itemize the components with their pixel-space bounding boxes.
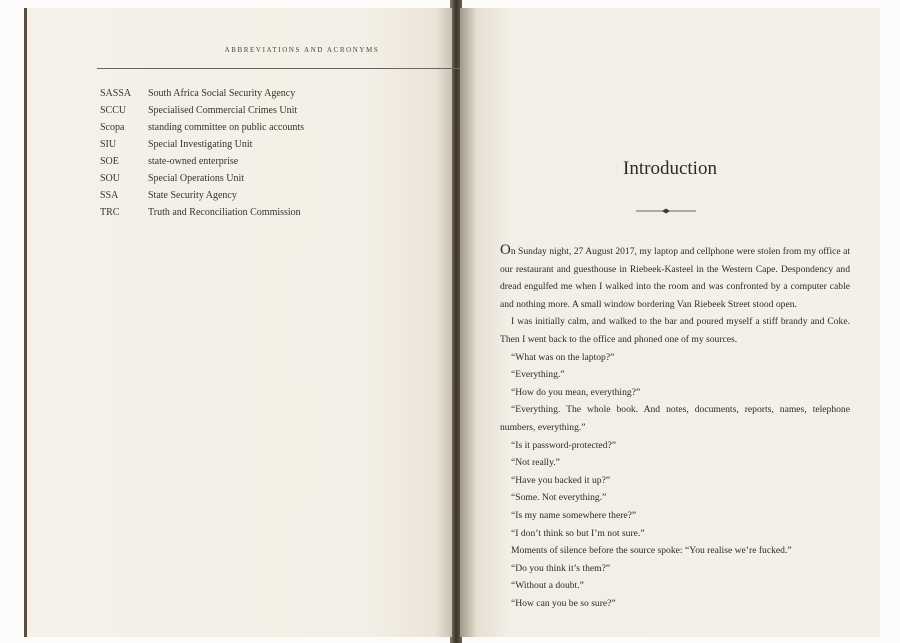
abbreviation-row [100,173,304,190]
abbreviation-definition: Special Operations Unit [148,173,245,184]
abbreviation-list [100,88,304,224]
paragraph: I was initially calm, and walked to the bar and poured myself a stiff brandy and Coke. Then I went back to the office and phoned one of my sources. [500,316,850,345]
dialogue-line: “Not really.” [511,457,560,469]
paragraph: Moments of silence before the source spoke: “You realise we’re fucked.” [511,545,792,557]
abbreviation-row [100,207,304,224]
abbreviation-code: TRC [100,207,120,218]
ornament-divider-icon [636,207,696,215]
left-page [24,8,452,637]
abbreviation-row [100,122,304,139]
dialogue-line: “Is my name somewhere there?” [511,509,637,521]
chapter-title: Introduction [623,158,717,179]
dialogue-line: “Everything.” [511,369,565,381]
dialogue-line: “Is it password-protected?” [511,439,616,451]
abbreviation-code: SIU [100,139,117,150]
abbreviation-definition: Specialised Commercial Crimes Unit [148,105,298,116]
abbreviation-row [100,105,304,122]
dialogue-line: “Without a doubt.” [511,580,584,592]
dialogue-line: “How do you mean, everything?” [511,386,641,398]
drop-cap: O [500,242,511,258]
abbreviation-definition: State Security Agency [148,190,237,201]
abbreviation-row [100,88,304,105]
dialogue-line: “Have you backed it up?” [511,474,611,486]
running-head: ABBREVIATIONS AND ACRONYMS [224,46,380,54]
abbreviation-definition: state-owned enterprise [148,156,239,167]
dialogue-line: “I don’t think so but I’m not sure.” [511,527,645,539]
abbreviation-row [100,139,304,156]
abbreviation-code: Scopa [100,122,125,133]
header-rule [97,68,460,69]
abbreviation-definition: standing committee on public accounts [148,122,305,133]
dialogue-line: “Do you think it’s them?” [511,562,611,574]
dialogue-line: “Everything. The whole book. And notes, documents, reports, names, telephone numbers, everything.” [500,404,850,433]
abbreviation-code: SOE [100,156,119,167]
abbreviation-definition: Truth and Reconciliation Commission [148,207,301,218]
abbreviation-code: SSA [100,190,119,201]
abbreviation-row [100,156,304,173]
dialogue-line: “How can you be so sure?” [511,597,616,609]
dialogue-line: “What was on the laptop?” [511,351,615,363]
right-page [460,8,880,637]
chapter-body [500,242,850,612]
abbreviation-row [100,190,304,207]
abbreviation-code: SOU [100,173,121,184]
abbreviation-code: SASSA [100,88,132,99]
dialogue-line: “Some. Not everything.” [511,492,607,504]
abbreviation-code: SCCU [100,105,127,116]
abbreviation-definition: Special Investigating Unit [148,139,253,150]
paragraph: On Sunday night, 27 August 2017, my laptop and cellphone were stolen from my office at our restaurant and guesthouse in Riebeek-Kasteel in the Western Cape. Despondency and dread engulfed me when I walked into the room and was confronted by a computer cable and nothing more. A small window bordering Van Riebeek Street stood open. [500,242,850,310]
abbreviation-definition: South Africa Social Security Agency [148,88,296,99]
